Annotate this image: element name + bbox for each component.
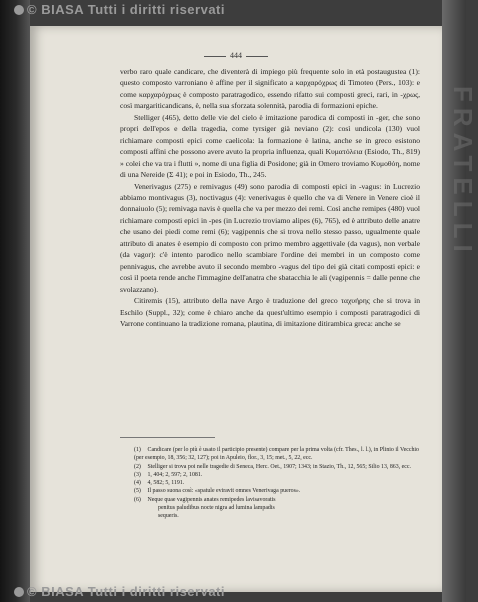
footnote-6-verse-3: sequeris. (158, 513, 179, 520)
footnote-5: (5) Il passo suona così: «spatule eviravit omnes Venerivaga pueros». (134, 488, 301, 495)
footnote-6: (6) Neque quae vagipennis anates remipedes lavisavoratis (134, 496, 276, 503)
page-number: 444 (30, 51, 442, 60)
footnote-2: (2) Stelliger si trova poi nelle tragedie di Seneca, Herc. Oet., 1907; 1343; in Stazio, Th., 12, 565; Silio 13, 863, ecc. (134, 463, 411, 470)
paragraph-1: verbo raro quale candicare, che diventerà di impiego più frequente solo in età postaugustea (1): questo composto varroniano è affine per il significato a καρχαρόχρως di Timoteo (Pers., 103): e come καρχαρόχρως è composto paratragodico, essendo rifatto sui composti greci, rari, in -χρως, così margariticandicans, è, nella sua sforzata solennità, parodia di formazioni epiche. (120, 67, 420, 111)
book-binding-shadow (0, 0, 30, 602)
footnote-1: (1) Candicare (per lo più è usato il participio presente) compare per la prima volta (cfr. Thes., l. l.), in Plinio il Vecchio (per esempio, 18, 356; 32, 127); poi in Apuleio, flor., 3, 15; met., 5, 22, ecc. (134, 447, 419, 462)
main-text (120, 66, 420, 329)
footnote-separator (120, 437, 215, 438)
library-stamp-watermark: FRATELLI (448, 86, 478, 258)
footnote-3: (3) 1, 404; 2, 597; 2, 1081. (134, 471, 203, 478)
paragraph-3: Venerivagus (275) e remivagus (49) sono parodia di composti epici in -vagus: in Lucrezio abbiamo montivagus (3), noctivagus (4): venerivagus è quello che va di Venere in Venere cioè il donnaiuolo (5); remivaga navis è quella che va per mezzo dei remi. Così anche remipes (480) vuol richiamare composti epici in -pes (in Lucrezio troviamo alipes (6), 765), ed è attributo delle anatre che usano dei piedi come remi (6); vagipennis che si trova nello stesso passo, ugualmente quale attributo di anates è esempio di composto con primo membro aggettivale (da vagus), non verbale (da vagor): c'è intento parodico nello scambiare l'ordine dei membri in un composto come pennivagus, che avrebbe avuto il secondo membro -vagus del tipo dei già citati composti epici: e così il poeta rende anche l'immagine dell'anatra che sbatacchia le ali (vagipennis = dalle penne che svolazzano). (120, 181, 420, 294)
paragraph-2: Stelliger (465), detto delle vie del cielo è imitazione parodica di composti in -ger, che sono propri dell'epos e della tragedia, come tyrsiger già neviano (2): così undicola (130) vuol richiamare composti epici come caelicola: la formazione è latina, anche se in greco esistono composti affini che possono avere avuto la propria influenza, quali Κυματόλεια (Esiodo, Th., 819) » colei che va tra i flutti », nome di una figlia di Posidone; già in Omero troviamo Κυμοθόη, nome di una Nereide (Σ 41); e poi in Esiodo, Th., 245. (120, 112, 420, 180)
paragraph-4: Citiremis (15), attributo della nave Argo è traduzione del greco ταχυήρης che si trova in Eschilo (Suppl., 32); come è chiaro anche da quest'ultimo esempio i composti paratragodici di Varrone continuano la tradizione romana, plautina, di imitazione ditirambica greca: anche se (120, 296, 420, 328)
watermark-top: © BIASA Tutti i diritti riservati (0, 2, 466, 18)
footnotes (134, 446, 419, 521)
watermark-bottom: © BIASA Tutti i diritti riservati (0, 584, 466, 600)
book-page (30, 26, 478, 592)
footnote-4: (4) 4, 582; 5, 1191. (134, 480, 185, 487)
footnote-6-verse-2: penitus paludibus nocte nigra ad lumina lampadis (158, 505, 275, 512)
